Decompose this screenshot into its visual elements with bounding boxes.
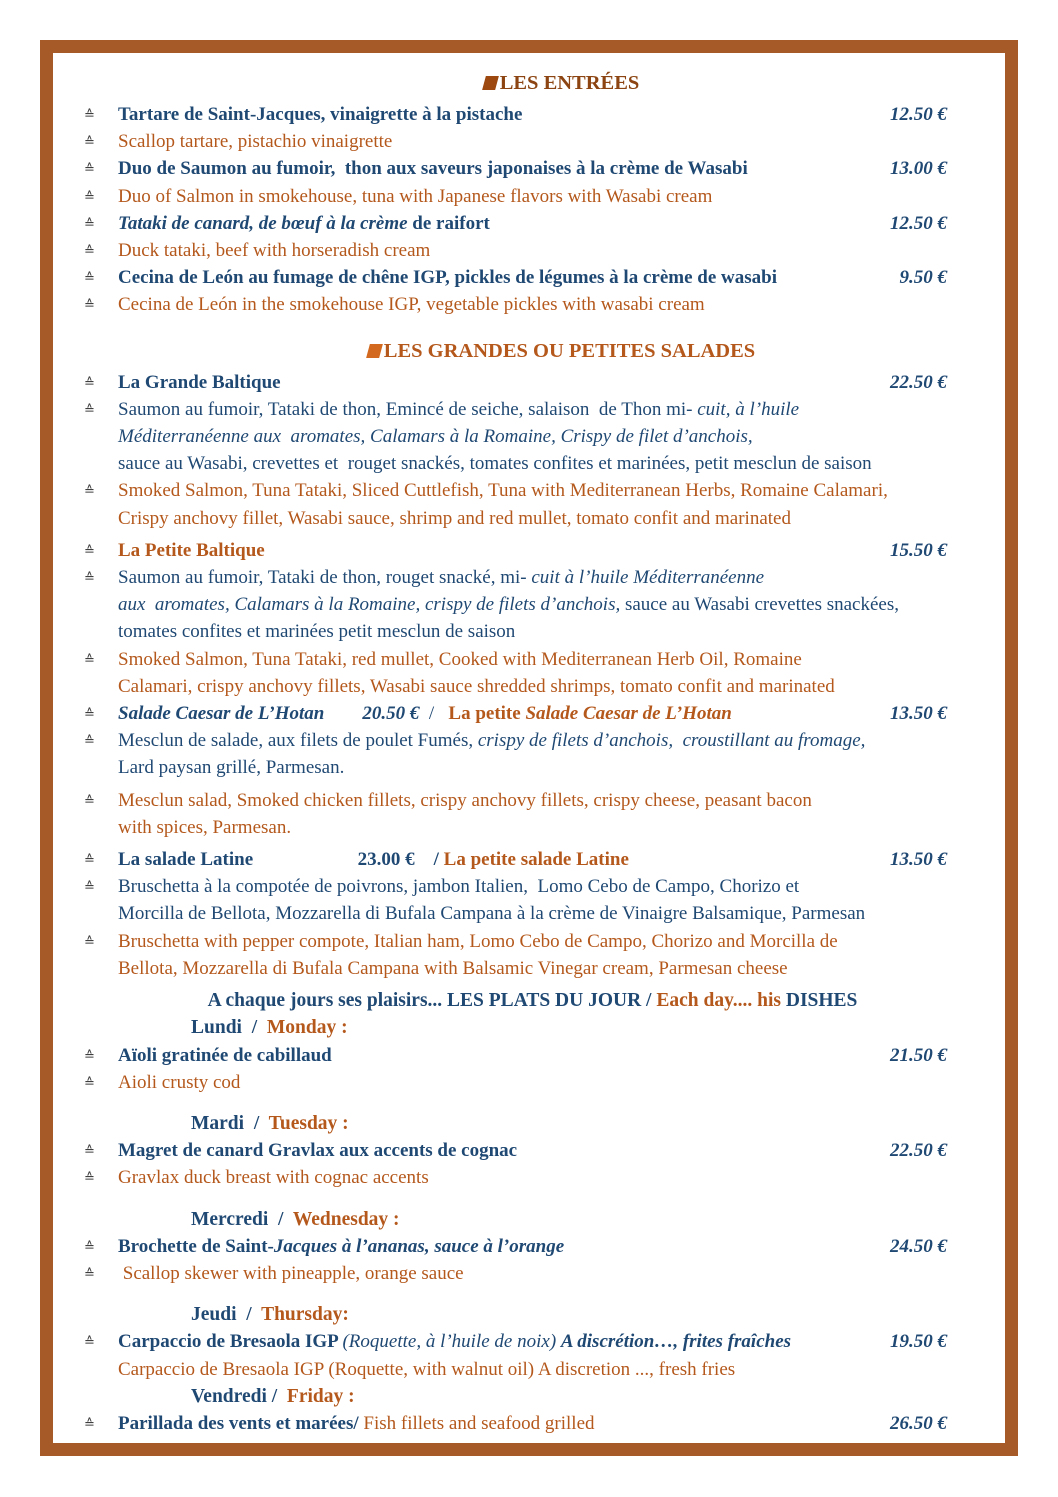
text-segment: Monday : — [266, 1017, 348, 1039]
dish-bullet-icon: ≙ — [84, 571, 95, 587]
line-text — [118, 594, 899, 615]
menu-item-line — [53, 1328, 1005, 1355]
line-text — [118, 700, 880, 727]
text-segment: Duck tataki, beef with horseradish cream — [118, 240, 431, 262]
line-text — [118, 621, 515, 642]
line-text — [118, 210, 880, 237]
price: 12.50 € — [890, 212, 947, 234]
dish-bullet-icon: ≙ — [84, 1048, 95, 1064]
line-text — [191, 1209, 400, 1230]
text-segment: Mardi / — [191, 1112, 269, 1134]
text-segment: Brochette de Saint- — [118, 1235, 274, 1257]
text-segment: Bruschetta à la compotée de poivrons, jambon Italien, Lomo Cebo de Campo, Chorizo et — [118, 876, 800, 898]
menu-item-line — [53, 183, 1005, 210]
menu-item-line — [53, 1042, 1005, 1069]
spacer — [53, 319, 1005, 327]
text-segment: Magret de canard Gravlax aux accents de cognac — [118, 1140, 518, 1162]
text-segment: Bruschetta with pepper compote, Italian ham, Lomo Cebo de Campo, Chorizo and Morcilla de — [118, 930, 838, 952]
text-segment: Cecina de León in the smokehouse IGP, vegetable pickles with wasabi cream — [118, 294, 705, 316]
section-marker-icon — [366, 344, 383, 358]
text-segment: Thursday: — [261, 1304, 349, 1326]
text-segment: Scallop skewer with pineapple, orange sauce — [118, 1262, 464, 1284]
text-segment: / — [414, 849, 444, 871]
day-header — [53, 1206, 1005, 1233]
text-segment: with spices, Parmesan. — [118, 816, 292, 838]
menu-item-line — [53, 396, 1005, 423]
text-segment: Gravlax duck breast with cognac accents — [118, 1167, 429, 1189]
dish-bullet-icon: ≙ — [84, 271, 95, 287]
dish-bullet-icon: ≙ — [84, 543, 95, 559]
price: 12.50 € — [890, 104, 947, 125]
text-segment: Lard paysan grillé, Parmesan. — [118, 757, 345, 779]
dish-bullet-icon: ≙ — [84, 1171, 95, 1187]
text-segment: Mesclun de salade, aux filets de poulet Fumés, — [118, 730, 478, 752]
text-segment: Friday : — [286, 1385, 355, 1407]
menu-item-line — [53, 787, 1005, 814]
menu-item-line — [53, 101, 1005, 128]
text-segment: La petite salade Latine — [443, 849, 629, 871]
line-text — [118, 291, 997, 318]
text-segment: Smoked Salmon, Tuna Tataki, Sliced Cuttlefish, Tuna with Mediterranean Herbs, Romaine Calamari, — [118, 480, 888, 502]
text-segment: Parillada des vents et marées/ — [118, 1412, 359, 1434]
dish-bullet-icon: ≙ — [84, 1416, 95, 1432]
line-text — [118, 1410, 880, 1437]
text-segment: Tartare de Saint-Jacques, vinaigrette à la pistache — [118, 104, 523, 125]
text-segment: Tuesday : — [268, 1112, 349, 1134]
menu-item-line — [53, 210, 1005, 237]
line-text — [118, 1042, 880, 1069]
dish-bullet-icon: ≙ — [84, 1239, 95, 1255]
menu-item-line — [53, 128, 1005, 155]
price: 24.50 € — [890, 1235, 947, 1257]
day-header — [53, 1383, 1005, 1410]
line-text — [118, 396, 997, 423]
line-text — [118, 787, 997, 814]
line-text — [118, 873, 997, 900]
text-segment: La salade Latine — [118, 849, 254, 871]
text-segment: sauce au Wasabi crevettes snackées, — [620, 594, 899, 616]
menu-item-line — [53, 727, 1005, 754]
line-text — [118, 727, 997, 754]
menu-item-line — [53, 291, 1005, 318]
text-segment: cuit, à l’huile — [697, 398, 800, 420]
line-text — [118, 676, 835, 697]
dish-bullet-icon: ≙ — [84, 793, 95, 809]
text-segment: La petite — [448, 703, 526, 725]
dish-bullet-icon: ≙ — [84, 934, 95, 950]
price: 15.50 € — [890, 539, 947, 561]
text-segment: Mercredi / — [191, 1208, 293, 1230]
text-segment: Jeudi / — [191, 1304, 262, 1326]
text-segment: Saumon au fumoir, Tataki de thon, rouget snacké, mi- — [118, 567, 532, 589]
menu-item-line — [53, 477, 1005, 504]
line-text — [118, 128, 997, 155]
text-segment: Each day.... his — [656, 990, 786, 1012]
line-text — [118, 928, 997, 955]
menu-item-line — [53, 1233, 1005, 1260]
text-segment: tomates confites et marinées petit mesclun de saison — [118, 621, 516, 643]
line-text — [118, 508, 791, 529]
line-text — [118, 1069, 997, 1096]
menu-item-line — [53, 264, 1005, 291]
price: 21.50 € — [890, 1044, 947, 1066]
line-text — [191, 1113, 349, 1134]
dish-bullet-icon: ≙ — [84, 1266, 95, 1282]
text-segment: Morcilla de Bellota, Mozzarella di Bufala Campana à la crème de Vinaigre Balsamique, Parmesan — [118, 903, 866, 925]
line-text — [118, 426, 753, 447]
price: 19.50 € — [890, 1331, 947, 1353]
line-text — [118, 903, 865, 924]
text-segment: Aïoli gratinée de cabillaud — [118, 1044, 332, 1066]
text-segment: Scallop tartare, pistachio vinaigrette — [118, 131, 393, 153]
text-segment: Duo de Saumon au fumoir, thon aux saveurs japonaises à la crème de Wasabi — [118, 158, 748, 180]
text-segment: Wednesday : — [292, 1208, 400, 1230]
price: 13.00 € — [890, 158, 947, 180]
line-text — [118, 453, 872, 474]
dish-bullet-icon: ≙ — [84, 244, 95, 260]
day-header — [53, 1110, 1005, 1137]
line-text — [191, 1017, 348, 1038]
menu-item-line — [53, 537, 1005, 564]
text-segment: (Roquette, à l’huile de noix) — [342, 1331, 561, 1353]
line-text — [191, 1304, 349, 1325]
price: 13.50 € — [890, 849, 947, 871]
price: 13.50 € — [890, 703, 947, 725]
section-title-text: LES ENTRÉES — [499, 72, 640, 94]
text-segment: DISHES — [785, 990, 858, 1012]
menu-item-line — [53, 564, 1005, 591]
text-segment: 20.50 € — [362, 703, 420, 725]
text-segment: Méditerranéenne aux aromates, Calamars à la Romaine, Crispy de filet d’anchois, — [118, 426, 753, 448]
text-segment: A chaque jours ses plaisirs... LES PLATS DU JOUR / — [207, 990, 657, 1012]
text-segment: Tataki de canard, de bœuf à la crème — [118, 212, 408, 234]
menu-item-continuation — [53, 673, 1005, 700]
dish-bullet-icon: ≙ — [84, 402, 95, 418]
line-text — [118, 958, 788, 979]
menu-item-continuation — [53, 1356, 1005, 1383]
text-segment: Salade Caesar de L’Hotan — [525, 703, 732, 725]
day-header — [53, 1301, 1005, 1328]
dish-bullet-icon: ≙ — [84, 1144, 95, 1160]
daily-dishes-header — [53, 987, 1005, 1014]
menu-item-continuation — [53, 814, 1005, 841]
text-segment: Jacques à l’ananas, sauce à l’orange — [273, 1235, 565, 1257]
text-segment: La Grande Baltique — [118, 371, 281, 393]
menu-item-continuation — [53, 505, 1005, 532]
line-text — [118, 646, 997, 673]
menu-item-continuation — [53, 450, 1005, 477]
dish-bullet-icon: ≙ — [84, 853, 95, 869]
line-text — [118, 1137, 880, 1164]
line-text — [118, 155, 880, 182]
menu-item-line — [53, 928, 1005, 955]
text-segment: Vendredi / — [191, 1385, 287, 1407]
price: 22.50 € — [890, 371, 947, 393]
text-segment: Bellota, Mozzarella di Bufala Campana with Balsamic Vinegar cream, Parmesan cheese — [118, 957, 788, 979]
line-text — [118, 564, 997, 591]
price: 22.50 € — [890, 1140, 947, 1162]
text-segment: A discrétion…, frites fraîches — [560, 1331, 792, 1353]
dish-bullet-icon: ≙ — [84, 189, 95, 205]
section-title-text: LES GRANDES OU PETITES SALADES — [383, 339, 756, 362]
menu-item-continuation — [53, 900, 1005, 927]
dish-bullet-icon: ≙ — [84, 484, 95, 500]
line-text — [118, 1260, 997, 1287]
text-segment: Carpaccio de Bresaola IGP — [118, 1331, 343, 1353]
menu-lines — [53, 53, 1005, 1437]
spacer — [53, 1287, 1005, 1301]
text-segment: de raifort — [407, 212, 490, 234]
menu-item-line — [53, 846, 1005, 873]
text-segment: Saumon au fumoir, Tataki de thon, Emincé de seiche, salaison de Thon mi- — [118, 398, 698, 420]
line-text — [118, 1164, 997, 1191]
menu-item-continuation — [53, 618, 1005, 645]
text-segment: Carpaccio de Bresaola IGP (Roquette, with walnut oil) A discretion ..., fresh fries — [118, 1358, 736, 1380]
spacer — [53, 1096, 1005, 1110]
price: 9.50 € — [899, 267, 947, 289]
line-text — [191, 1386, 355, 1407]
line-text — [118, 183, 997, 210]
text-segment: cuit à l’huile Méditerranéenne — [531, 567, 765, 589]
text-segment: La Petite Baltique — [118, 539, 265, 561]
section-title — [53, 68, 1005, 98]
line-text — [118, 1359, 735, 1380]
text-segment — [253, 849, 358, 870]
text-segment: Smoked Salmon, Tuna Tataki, red mullet, Cooked with Mediterranean Herb Oil, Romaine — [118, 648, 802, 670]
text-segment: 23.00 € — [357, 849, 415, 871]
line-text — [118, 101, 880, 128]
menu-item-continuation — [53, 955, 1005, 982]
text-segment: Cecina de León au fumage de chêne IGP, pickles de légumes à la crème de wasabi — [118, 267, 777, 289]
line-text — [118, 477, 997, 504]
menu-border-frame — [40, 40, 1018, 1456]
menu-item-continuation — [53, 423, 1005, 450]
spacer — [53, 1192, 1005, 1206]
text-segment: Fish fillets and seafood grilled — [358, 1412, 595, 1434]
menu-item-line — [53, 1260, 1005, 1287]
section-marker-icon — [482, 76, 499, 90]
dish-bullet-icon: ≙ — [84, 216, 95, 232]
text-segment: / — [419, 703, 449, 725]
dish-bullet-icon: ≙ — [84, 135, 95, 151]
menu-item-line — [53, 700, 1005, 727]
line-text — [118, 264, 890, 291]
line-text — [118, 757, 344, 778]
dish-bullet-icon: ≙ — [84, 1075, 95, 1091]
menu-item-line — [53, 646, 1005, 673]
text-segment: Mesclun salad, Smoked chicken fillets, crispy anchovy fillets, crispy cheese, peasant bacon — [118, 789, 812, 811]
text-segment: Duo of Salmon in smokehouse, tuna with Japanese flavors with Wasabi cream — [118, 185, 713, 207]
dish-bullet-icon: ≙ — [84, 880, 95, 896]
menu-item-line — [53, 1069, 1005, 1096]
line-text — [118, 369, 880, 396]
line-text — [118, 846, 880, 873]
text-segment — [324, 703, 362, 724]
dish-bullet-icon: ≙ — [84, 375, 95, 391]
menu-item-continuation — [53, 754, 1005, 781]
dish-bullet-icon: ≙ — [84, 162, 95, 178]
menu-item-continuation — [53, 591, 1005, 618]
dish-bullet-icon: ≙ — [84, 1335, 95, 1351]
line-text — [118, 537, 880, 564]
menu-item-line — [53, 369, 1005, 396]
menu-item-line — [53, 237, 1005, 264]
line-text — [118, 1328, 880, 1355]
text-segment: Calamari, crispy anchovy fillets, Wasabi sauce shredded shrimps, tomato confit and marinated — [118, 675, 835, 697]
dish-bullet-icon: ≙ — [84, 707, 95, 723]
dish-bullet-icon: ≙ — [84, 652, 95, 668]
dish-bullet-icon: ≙ — [84, 108, 95, 123]
text-segment: Aioli crusty cod — [118, 1071, 241, 1093]
price: 26.50 € — [890, 1412, 947, 1434]
section-title — [53, 336, 1005, 366]
text-segment: Crispy anchovy fillet, Wasabi sauce, shrimp and red mullet, tomato confit and marinated — [118, 507, 791, 529]
menu-item-line — [53, 1164, 1005, 1191]
line-text — [118, 1233, 880, 1260]
day-header — [53, 1014, 1005, 1041]
dish-bullet-icon: ≙ — [84, 734, 95, 750]
text-segment: sauce au Wasabi, crevettes et rouget snackés, tomates confites et marinées, petit mesclun de saison — [118, 453, 872, 475]
menu-item-line — [53, 873, 1005, 900]
text-segment: aux aromates, Calamars à la Romaine, crispy de filets d’anchois, — [118, 594, 621, 616]
line-text — [208, 990, 858, 1011]
menu-item-line — [53, 155, 1005, 182]
line-text — [118, 817, 291, 838]
text-segment: Salade Caesar de L’Hotan — [118, 703, 325, 725]
line-text — [118, 237, 997, 264]
menu-item-line — [53, 1137, 1005, 1164]
text-segment: crispy de filets d’anchois, croustillant au fromage, — [477, 730, 866, 752]
text-segment: Lundi / — [191, 1017, 267, 1039]
dish-bullet-icon: ≙ — [84, 298, 95, 314]
menu-item-line — [53, 1410, 1005, 1437]
